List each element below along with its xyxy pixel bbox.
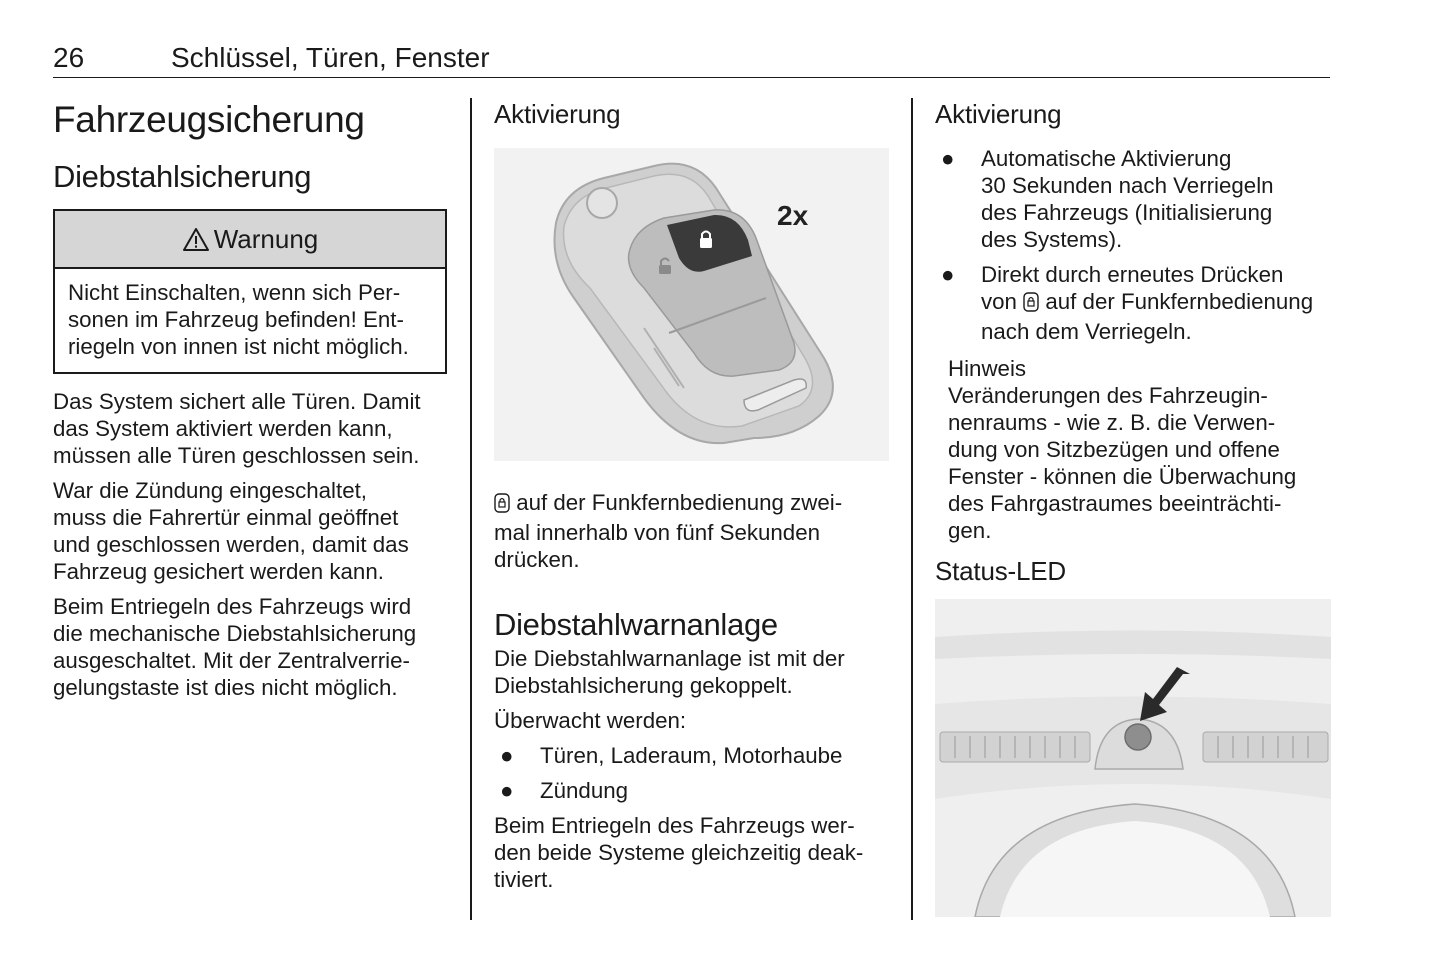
subheading-status-led: Status-LED bbox=[935, 556, 1066, 586]
list-item-text: Automatische Aktivierung 30 Sekunden nach Verriegeln des Fahrzeugs (Initialisierung des Systems). bbox=[981, 146, 1274, 252]
paragraph: Beim Entriegeln des Fahrzeugs wer- den beide Systeme gleichzeitig deak- tiviert. bbox=[494, 813, 864, 892]
lock-icon bbox=[494, 492, 510, 519]
list-item-text: Direkt durch erneutes Drücken von bbox=[981, 262, 1284, 314]
page-header bbox=[53, 42, 1330, 78]
warning-triangle-icon bbox=[182, 227, 210, 252]
caption-paragraph bbox=[494, 489, 890, 573]
paragraph: Die Diebstahlwarnanlage ist mit der Diebstahlsicherung gekoppelt. bbox=[494, 646, 845, 698]
column-middle bbox=[494, 98, 890, 893]
column-right bbox=[935, 98, 1335, 917]
paragraph: Beim Entriegeln des Fahrzeugs wird die mechanische Diebstahlsicherung ausgeschaltet. Mit der Zentralverrie- gelungstaste ist dies nicht möglich. bbox=[53, 594, 417, 700]
paragraph: Überwacht werden: bbox=[494, 708, 687, 733]
page-number: 26 bbox=[53, 42, 85, 73]
section-title: Fahrzeugsicherung bbox=[53, 99, 365, 140]
lock-icon bbox=[1023, 291, 1039, 318]
paragraph: War die Zündung eingeschaltet, muss die Fahrertür einmal geöffnet und geschlossen werden, damit das Fahrzeug gesichert werden kann. bbox=[53, 478, 409, 584]
list-item-text: Türen, Laderaum, Motorhaube bbox=[540, 743, 843, 768]
note-block bbox=[935, 355, 1335, 544]
warning-text: Nicht Einschalten, wenn sich Per- sonen im Fahrzeug befinden! Ent- riegeln von innen ist nicht möglich. bbox=[68, 280, 409, 359]
caption-text: auf der Funkfernbedienung zwei- mal innerhalb von fünf Sekunden drücken. bbox=[494, 490, 843, 572]
list-item: ● Türen, Laderaum, Motorhaube bbox=[500, 743, 843, 768]
monitored-list bbox=[494, 742, 890, 804]
list-item-text: auf der Funkfernbedienung nach dem Verriegeln. bbox=[981, 289, 1314, 344]
remote-key-figure bbox=[494, 148, 889, 461]
column-divider bbox=[911, 98, 913, 920]
subheading-activation: Aktivierung bbox=[494, 99, 621, 129]
paragraph: Das System sichert alle Türen. Damit das System aktiviert werden kann, müssen alle Türen geschlossen sein. bbox=[53, 389, 421, 468]
column-divider bbox=[470, 98, 472, 920]
chapter-title: Schlüssel, Türen, Fenster bbox=[171, 42, 490, 73]
warning-label: Warnung bbox=[213, 223, 319, 254]
column-left bbox=[53, 98, 449, 701]
warning-box bbox=[53, 209, 447, 374]
subheading-activation: Aktivierung bbox=[935, 99, 1062, 129]
list-item: ● Direkt durch erneutes Drücken von auf der Funkfernbedienung nach dem Verriegeln. bbox=[941, 262, 1314, 344]
list-item-text: Zündung bbox=[540, 778, 629, 803]
list-item: ● Zündung bbox=[500, 778, 629, 803]
subsection-title: Diebstahlsicherung bbox=[53, 159, 312, 194]
status-led-figure bbox=[935, 599, 1331, 917]
section-title-alarm: Diebstahlwarnanlage bbox=[494, 607, 778, 642]
warning-header bbox=[55, 211, 445, 269]
note-title: Hinweis bbox=[948, 356, 1027, 381]
note-text: Veränderungen des Fahrzeugin- nenraums - wie z. B. die Verwen- dung von Sitzbezügen und offene Fenster - können die Überwachung des Fahrgastraumes beeinträchti- gen. bbox=[948, 383, 1297, 543]
press-count-label: 2x bbox=[777, 200, 809, 231]
activation-list bbox=[935, 145, 1335, 345]
list-item: ● Automatische Aktivierung 30 Sekunden nach Verriegeln des Fahrzeugs (Initialisierung des Systems). bbox=[941, 146, 1274, 252]
